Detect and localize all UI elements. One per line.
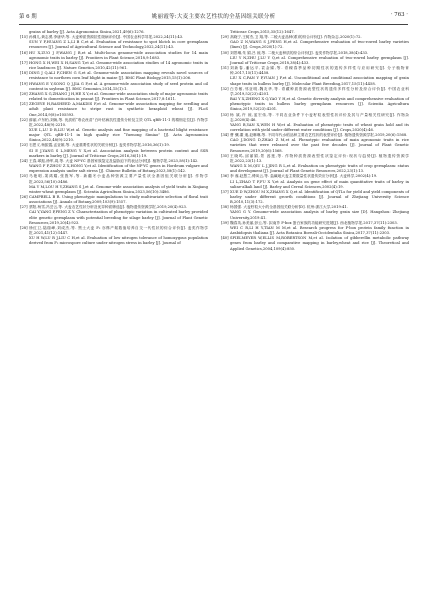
reference-number: [25]: [20, 174, 28, 179]
references-left-column: [20, 30, 208, 247]
reference-entry: [20, 174, 208, 184]
header-rule: [19, 24, 408, 25]
reference-number: [23]: [20, 143, 28, 148]
reference-entry: [221, 66, 409, 76]
reference-text: CAO J,DONG D,ZHAO Z M,et al. Phenotypic evaluation of main agronomic traits in rice varieties that were released over the past few decades [J]. Journal of Plant Genetic Resources,2019,20(6):1568.: [230, 138, 409, 153]
page-header: [19, 12, 408, 22]
reference-text: LIU X C,PAN Y P,YUAN J F,et al. Unconditional and conditional association mapping of grain shape traits in hulless barley [J]. Molecular Plant Breeding,2017,15(11):4458.: [230, 76, 409, 86]
page-number: · 763 ·: [390, 12, 408, 18]
reference-text: 白芳敏,邻亚明,魏友华,等. 青藏种质资源表型性状的遗传多样性分析及综合评价[J]. 中国农业科学,2019,52(23):4201.: [230, 86, 409, 96]
reference-entry: [221, 40, 409, 50]
reference-text: SUN Y F,HUANG Z L,LI B C,et al. Evaluation of resistance to spot blotch in core germplasm resources [J]. Journal of Agricultural Science and Technology,2022,24(11):43.: [29, 40, 208, 50]
reference-text: Triticeae Crops,2015,35(12):1647.: [230, 30, 295, 34]
reference-number: [22]: [20, 117, 28, 122]
reference-number: [29]: [221, 35, 229, 40]
reference-text: 蔡阳,杨雪,冯芸云,等. 大麦农艺性状分析及优异种质筛选[J]. 植物遗传资源学报,2019,20(4):923.: [29, 205, 187, 210]
reference-number: [30]: [221, 50, 229, 55]
reference-text: ZHANG X G,ZHANG J H,HE X Y,et al. Genome-wide association study of major agronomic traits related to domestication in peanut [J]. Frontiers in Plant Science,2017,8:1611.: [29, 91, 208, 102]
reference-text: grains of barley [J]. Acta Agronomica Sinica,2021,49(6):1276.: [29, 30, 145, 34]
reference-entry: [221, 76, 409, 86]
reference-entry: [221, 138, 409, 153]
reference-text: 曹 骥,董 迪,赵琳琳,等. 不同年代水稻品种主要农艺性状的表型评价[J]. 植物遗传资源学报,2019,20(6):1568.: [230, 133, 408, 138]
reference-text: 刘新春,潘运平,袁金娣,等. 青稞春季品种初期性状的遗传多样性与应用研究[J]. 分子植物育种,2017,15(11):4458.: [230, 66, 409, 76]
reference-text: HWANG E Y,SONG Q J,JIA G F,et al. A genome-wide association study of seed protein and oil content in soybean [J]. BMC Genomics,2014,15(1):1.: [29, 81, 208, 91]
reference-text: GAO Z N,WANG S J,FENG H,et al. Comprehensive evaluation of two-rowed barley varieties (lines) [J]. Crops,2020(1):72.: [230, 40, 409, 50]
reference-text: 王春,翠振,徐军,周,等. 大麦 NF-YC 基因家族鉴定及盐胁迫下的表达分析[J]. 植物学报,2023,58(1):142.: [29, 158, 199, 163]
issue-number: 第 6 期: [19, 14, 37, 20]
reference-entry: [20, 210, 208, 225]
reference-entry: [221, 226, 409, 236]
reference-text: SPIELMEYER W,ELLIS M,ROBERTSON M,et al. Isolation of gibberellin metabolic pathway genes from barley and comparative mapping in barley,wheat and rice [J]. Theoretical and Applied Genetics,2004,109(4):850.: [230, 236, 409, 251]
reference-text: CAMPBELL B R. Using phenotypic manipulations to study multivariate selection of floral trait associations [J]. Annals of Botany,2009,103(9):1557.: [29, 195, 208, 205]
reference-entry: [20, 51, 208, 61]
reference-text: 杨国强. 大麦籽粒大小的全基因组关联分析[D]. 杭州:浙江大学,2019:41.: [230, 205, 348, 210]
reference-number: [24]: [20, 158, 28, 163]
reference-number: [33]: [221, 112, 229, 117]
reference-entry: [221, 236, 409, 251]
reference-entry: [20, 82, 208, 92]
reference-number: [31]: [221, 66, 229, 71]
reference-text: YANG G Y. Genome-wide association analysis of barley grain size [D]. Hangzhou: Zhejiang University,2019:41.: [230, 210, 409, 220]
reference-entry: [20, 149, 208, 159]
reference-text: 王晓鸣,邱丽娟,景 蕊莲,等. 作物种质资源表型性状鉴定评价:现状与趋势[J]. 植物遗传资源学报,2022,23(1):13.: [230, 153, 409, 163]
reference-entry: [20, 236, 208, 246]
reference-text: SI E J,YANG S L,MENG Y X,et al. Association analysis between protein content and SSR markers in barley [J]. Journal of Triticeae Crops,2016,36(1):19.: [29, 148, 208, 158]
reference-number: [37]: [221, 189, 229, 194]
reference-text: HONG X H,WEI X H,SANG T,et al. Genome-wide association studies of 14 agronomic traits in rice landraces [J]. Nature Genetics,2010,42(11):961.: [29, 60, 208, 71]
reference-number: [36]: [221, 174, 229, 179]
reference-text: DING J Q,ALI F,CHEN G S,et al. Genome-wide association mapping reveals novel sources of resistance to northern corn leaf blight in maize [J]. BMC Plant Biology,2015,15(1):206.: [29, 71, 208, 81]
reference-number: [35]: [221, 153, 229, 158]
reference-text: 李 蓉,赵慧兰,傅凤云,等. 盐碱地大麦主要数量性状遗传效应分析[J]. 大麦科学,2002(4):19.: [230, 174, 378, 179]
reference-number: [40]: [221, 236, 229, 241]
reference-entry: [221, 123, 409, 133]
reference-entry: [20, 185, 208, 195]
reference-entry: [20, 164, 208, 174]
reference-text: WANG F F,ZHOU Z X,HONG Y,et al. Identification of the NF-YC genes in Hordeum vulgare and expression analysis under salt stress [J]. Chinese Bulletin of Botany,2023,58(1):142.: [29, 164, 208, 174]
reference-text: WEI C R,LI H Y,TIAN M M,et al. Research progress for F-box protein family function in Arabidopsis thaliana [J]. Acta Botanica Boreali-Occidentalia Sinica,2017,37(11):2303.: [230, 225, 409, 236]
reference-entry: [221, 56, 409, 66]
reference-text: 徐红卫,陆瑞峰,刘成杰,等. 黑土大麦 F₂ 亦株产氮数值培养自交一代性状的综合评价[J]. 麦类作物学报,2021,41(12):1447.: [29, 225, 208, 236]
reference-text: LI L,ZHAO T F,FU X Y,et al. Analysis on gene effect of main quantitative traits of barley in saline-alkali land [J]. Barley and Cereal Sciences,2002(4):19.: [230, 179, 409, 189]
reference-number: [21]: [20, 102, 28, 107]
reference-entry: [20, 226, 208, 236]
reference-entry: [20, 61, 208, 71]
references-right-column: [221, 30, 409, 252]
reference-text: 魏春英,孙美丽,彭云,等. 拟南芥 F-box 蛋白家族的功能研究进展[J]. 西北植物学报,2017,37(11):2303.: [230, 220, 398, 225]
reference-entry: [20, 118, 208, 128]
reference-text: 石恩义,杨振霞,孟亚雄,等. 大麦重要性状的关联分析[J]. 麦类作物学报,2016,36(1):19.: [29, 143, 170, 148]
reference-entry: [221, 87, 409, 97]
reference-number: [17]: [20, 60, 28, 65]
reference-number: [27]: [20, 205, 28, 210]
reference-number: [28]: [20, 225, 28, 230]
reference-text: CAI Y,YANG P,FENG Z Y. Characterization of phenotypic variation in cultivated barley provided elite genetic germplasm with potential breeding for silage barley [J]. Journal of Plant Genetic Resources,2019,20(4):923.: [29, 210, 208, 225]
reference-text: XU H W,LU R J,LIU C H,et al. Evaluation of low nitrogen tolerance of homozygous population derived from F₂ microspore culture under nitrogen stress in barley [J]. Journal of: [29, 236, 208, 246]
reference-number: [16]: [20, 50, 28, 55]
reference-entry: [221, 180, 409, 190]
reference-entry: [221, 113, 409, 123]
reference-text: LIU Y N,ZHU J,LU Y Q,et al. Comprehensive evaluation of two-rowed barley germplasm [J]. Journal of Triticeae Crops,2018,38(4):433.: [230, 55, 409, 65]
reference-number: [39]: [221, 220, 229, 225]
reference-number: [34]: [221, 133, 229, 138]
reference-text: YANG B,YAN X,WEN H W,et al. Evaluation of phenotypic traits of wheat grain hold and its correlation with yield under different water conditions [J]. Crops,2020(4):46.: [230, 122, 409, 132]
reference-entry: [20, 128, 208, 143]
reference-number: [38]: [221, 205, 229, 210]
reference-text: HU X,ZUO J F,WANG J B,et al. Multi-locus genome-wide association studies for 14 main agronomic traits in barley [J]. Frontiers in Plant Science,2018,9:1683.: [29, 50, 208, 60]
reference-entry: [221, 97, 409, 112]
reference-entry: [20, 195, 208, 205]
reference-entry: [221, 190, 409, 205]
reference-text: ZEGEYE H,RASHEED A,MAKDIS F,et al. Genome-wide association mapping for seedling and adult plant resistance to stripe rust in synthetic hexaploid wheat [J]. PLoS One,2014,9(8):e105593.: [29, 102, 208, 117]
reference-text: 刘景琳,朱 娟,吕 琼,等. 二棱大麦种质的综合评价[J]. 麦类作物学报,2018,38(4):433.: [230, 50, 369, 55]
reference-text: 高晓宁,王树杰,卫 翔,等. 二棱大麦品种(系)的综合评价[J]. 作物杂志,2020(1):72.: [230, 35, 362, 40]
reference-entry: [20, 40, 208, 50]
reference-number: [20]: [20, 91, 28, 96]
reference-entry: [20, 71, 208, 81]
reference-text: BAI Y X,ZHENG X Q,YAO Y H,et al. Genetic diversity analysis and comprehensive evaluation of phenotypic traits in hulless barley germplasm resources [J]. Scientia Agricultura Sinica,2019,52(23):4201.: [230, 97, 409, 112]
reference-text: MA Y M,LOU H Y,ZHANG S J,et al. Genome-wide association analysis of yield traits in Xinjiang winter wheat germplasm [J]. Scientia Agricultura Sinica,2023,56(10):3486.: [29, 184, 208, 194]
reference-text: 薛丽,卢东柏,刘焕,等. 优质稻“粤农丝苗”白叶枯病抗性遗传分析及主效 QTL qBB-11-1 的精细定位[J]. 作物学报,2022,48(9):2210.: [29, 117, 208, 127]
reference-number: [32]: [221, 86, 229, 91]
reference-number: [15]: [20, 35, 28, 40]
reference-text: 马艳明,娄鸿耀,张胜军,等. 新疆冬小麦品种资源主要产量性状全基因组关联分析[J]. 作物学报,2023,56(10):3486.: [29, 174, 208, 184]
reference-number: [18]: [20, 71, 28, 76]
reference-number: [26]: [20, 195, 28, 199]
running-title: 姚丽霞等:大麦主要农艺性状的全基因组关联分析: [151, 14, 276, 20]
reference-text: WANG X M,QIU L J,JING R L,et al. Evaluation on phenotypic traits of crop germplasm: status and development [J]. Journal of Plant Genetic Resources,2022,23(1):13.: [230, 164, 409, 174]
reference-number: [19]: [20, 81, 28, 86]
reference-entry: [20, 92, 208, 102]
reference-text: 孙佛儿,黄志勇,李唐华,等. 大麦种质资源抗性斑病评价[J]. 中国农业科学导报,2022,24(11):43.: [29, 35, 184, 40]
reference-entry: [221, 164, 409, 174]
reference-text: XUE D W,ZHOU M X,ZHANG X Q,et al. Identification of QTLs for yield and yield components of barley under different growth conditions [J]. Journal of Zhejiang University Science B,2010,11(3):172.: [230, 189, 409, 205]
reference-text: 杨 斌,许 琼,蓝宏伟,等. 不同农业条件下小麦籽粒表型性状评价及其与产量相关性研究[J]. 作物杂志,2020(4):46.: [230, 112, 409, 122]
reference-entry: [20, 102, 208, 117]
reference-entry: [221, 154, 409, 164]
reference-text: XUE L,LU D B,LIU W,et al. Genetic analysis and fine mapping of a bacterial blight resistance major QTL qBB-11-1 in high quality rice “Yuenong Simiao” [J]. Acta Agronomica Sinica,2022,48(9):2210.: [29, 127, 208, 143]
reference-entry: [221, 210, 409, 220]
